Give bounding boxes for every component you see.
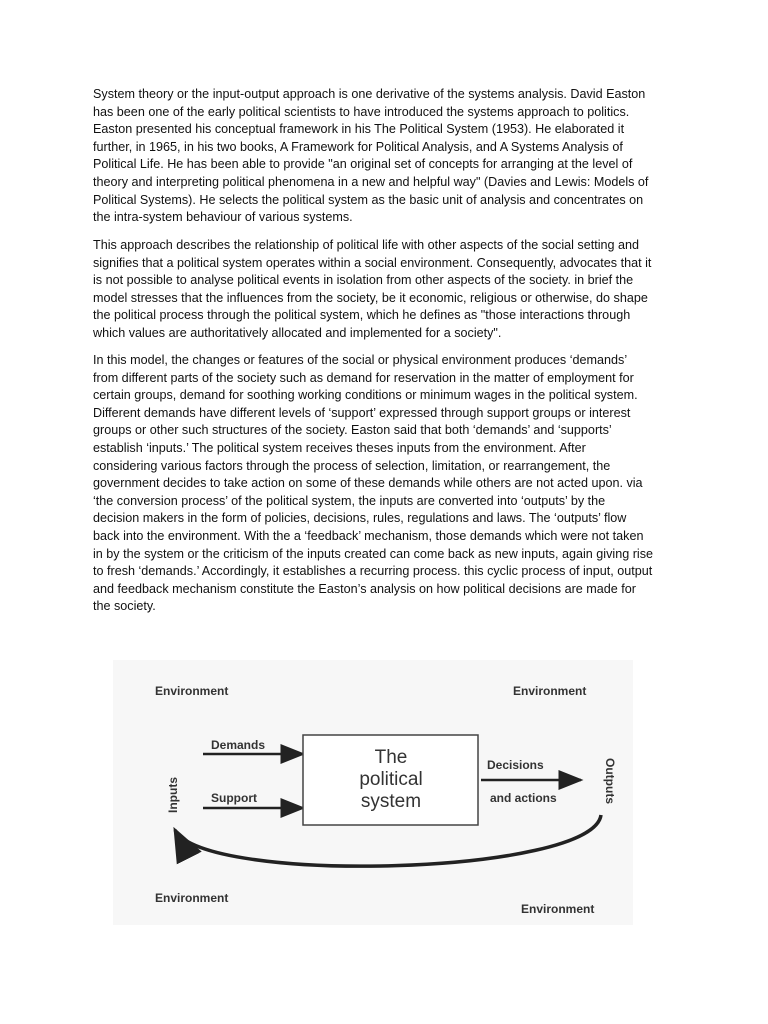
easton-systems-diagram xyxy=(113,660,633,925)
environment-label-top-left: Environment xyxy=(155,684,229,698)
box-text-line-1: The xyxy=(374,747,408,768)
environment-label-bottom-right: Environment xyxy=(521,902,595,916)
environment-label-bottom-left: Environment xyxy=(155,891,229,905)
environment-label-top-right: Environment xyxy=(513,684,587,698)
demands-label: Demands xyxy=(211,738,266,752)
diagram-canvas xyxy=(113,660,633,925)
inputs-label: Inputs xyxy=(166,777,180,813)
box-text-line-2: political xyxy=(359,769,423,790)
decisions-label: Decisions xyxy=(487,758,544,772)
paragraph-model: In this model, the changes or features of the social or physical environment produces ‘demands’ from different parts of the society such as demand for reservation in the matter of employment for certain groups, demand for soothing working conditions or minimum wages in the political system. Different demands have different levels of ‘support’ expressed through support groups or interest groups or other such structures of the society. Easton said that both ‘demands’ and ‘supports’ establish ‘inputs.’ The political system receives theses inputs from the environment. After considering various factors through the process of selection, limitation, or rearrangement, the government decides to take action on some of these demands while others are not acted upon. via ‘the conversion process’ of the political system, the inputs are converted into ‘outputs’ by the decision makers in the form of policies, decisions, rules, regulations and laws. The ‘outputs’ flow back into the environment. With the a ‘feedback’ mechanism, those demands which were not taken in by the system or the criticism of the inputs created can come back as new inputs, again giving rise to fresh ‘demands.’ Accordingly, it establishes a recurring process. this cyclic process of input, output and feedback mechanism constitute the Easton’s analysis on how political decisions are made for the society. xyxy=(93,353,653,614)
paragraph-intro: System theory or the input-output approach is one derivative of the systems analysis. David Easton has been one of the early political scientists to have introduced the systems approach to politics. Easton presented his conceptual framework in his The Political System (1953). He elaborated it further, in 1965, in his two books, A Framework for Political Analysis, and A Systems Analysis of Political Life. He has been able to provide "an original set of concepts for arranging at the level of theory and interpreting political phenomena in a new and helpful way" (Davies and Lewis: Models of Political Systems). He selects the political system as the basic unit of analysis and concentrates on the intra-system behaviour of various systems. xyxy=(93,87,649,225)
support-label: Support xyxy=(211,791,257,805)
and-actions-label: and actions xyxy=(490,791,557,805)
paragraph-approach: This approach describes the relationship of political life with other aspects of the social setting and signifies that a political system operates within a social environment. Consequently, advocates that it is not possible to analyse political events in isolation from other aspects of the society. in brief the model stresses that the influences from the society, be it economic, religious or otherwise, do shape the political process through the political system, which he defines as "those interactions through which values are authoritatively allocated and implemented for a society". xyxy=(93,238,652,340)
outputs-label: Outputs xyxy=(603,758,617,804)
box-text-line-3: system xyxy=(360,791,422,812)
